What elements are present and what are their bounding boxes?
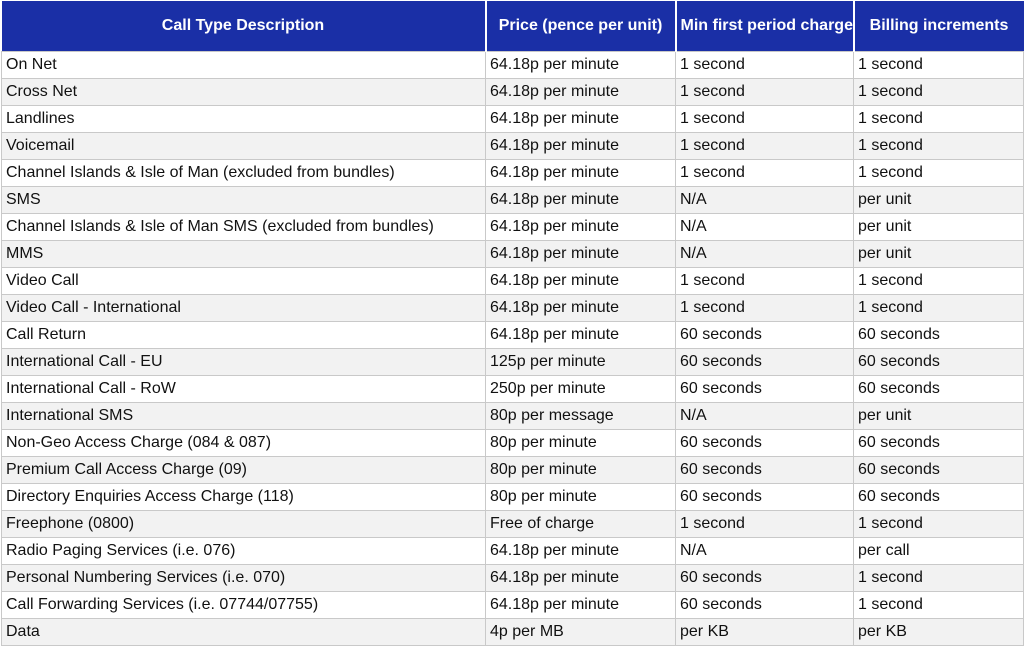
cell-description: Voicemail [2, 133, 486, 160]
cell-description: Call Forwarding Services (i.e. 07744/07755) [2, 592, 486, 619]
cell-min-charge: N/A [676, 214, 854, 241]
cell-increments: per unit [854, 187, 1024, 214]
cell-description: Channel Islands & Isle of Man SMS (excluded from bundles) [2, 214, 486, 241]
table-row [2, 187, 1024, 214]
table-row [2, 79, 1024, 106]
cell-description: Non-Geo Access Charge (084 & 087) [2, 430, 486, 457]
cell-price: 80p per message [486, 403, 676, 430]
table-row [2, 133, 1024, 160]
cell-increments: 60 seconds [854, 349, 1024, 376]
cell-min-charge: per KB [676, 619, 854, 646]
cell-description: Freephone (0800) [2, 511, 486, 538]
cell-increments: 60 seconds [854, 484, 1024, 511]
table-row [2, 376, 1024, 403]
cell-price: 64.18p per minute [486, 268, 676, 295]
cell-min-charge: N/A [676, 403, 854, 430]
table-row [2, 592, 1024, 619]
cell-increments: 1 second [854, 52, 1024, 79]
table-row [2, 295, 1024, 322]
table-row [2, 268, 1024, 295]
cell-increments: 1 second [854, 160, 1024, 187]
cell-min-charge: 1 second [676, 295, 854, 322]
cell-description: Call Return [2, 322, 486, 349]
cell-min-charge: N/A [676, 241, 854, 268]
table-row [2, 619, 1024, 646]
cell-price: 64.18p per minute [486, 241, 676, 268]
cell-price: Free of charge [486, 511, 676, 538]
cell-price: 4p per MB [486, 619, 676, 646]
cell-price: 64.18p per minute [486, 538, 676, 565]
cell-increments: 60 seconds [854, 322, 1024, 349]
cell-description: Landlines [2, 106, 486, 133]
cell-price: 64.18p per minute [486, 160, 676, 187]
table-row [2, 565, 1024, 592]
cell-min-charge: 1 second [676, 79, 854, 106]
call-rates-table [1, 1, 1024, 646]
cell-increments: 1 second [854, 106, 1024, 133]
table-row [2, 106, 1024, 133]
cell-price: 64.18p per minute [486, 322, 676, 349]
cell-increments: 60 seconds [854, 376, 1024, 403]
cell-increments: 1 second [854, 592, 1024, 619]
cell-increments: 1 second [854, 295, 1024, 322]
cell-increments: 1 second [854, 268, 1024, 295]
cell-min-charge: N/A [676, 538, 854, 565]
table-row [2, 403, 1024, 430]
cell-price: 250p per minute [486, 376, 676, 403]
table-row [2, 160, 1024, 187]
cell-min-charge: 1 second [676, 268, 854, 295]
cell-description: SMS [2, 187, 486, 214]
cell-min-charge: N/A [676, 187, 854, 214]
cell-price: 80p per minute [486, 430, 676, 457]
cell-min-charge: 60 seconds [676, 592, 854, 619]
cell-price: 64.18p per minute [486, 106, 676, 133]
cell-increments: 60 seconds [854, 430, 1024, 457]
cell-description: International Call - EU [2, 349, 486, 376]
cell-price: 64.18p per minute [486, 565, 676, 592]
cell-increments: per unit [854, 214, 1024, 241]
table-row [2, 457, 1024, 484]
cell-min-charge: 1 second [676, 511, 854, 538]
cell-description: International Call - RoW [2, 376, 486, 403]
cell-description: Video Call [2, 268, 486, 295]
header-min-charge: Min first period charge [676, 1, 854, 52]
cell-description: Cross Net [2, 79, 486, 106]
cell-min-charge: 1 second [676, 160, 854, 187]
cell-min-charge: 60 seconds [676, 376, 854, 403]
cell-increments: per call [854, 538, 1024, 565]
cell-description: Radio Paging Services (i.e. 076) [2, 538, 486, 565]
table-row [2, 538, 1024, 565]
cell-min-charge: 60 seconds [676, 349, 854, 376]
cell-price: 80p per minute [486, 457, 676, 484]
cell-increments: 1 second [854, 133, 1024, 160]
cell-description: Data [2, 619, 486, 646]
table-row [2, 511, 1024, 538]
cell-price: 64.18p per minute [486, 214, 676, 241]
cell-price: 64.18p per minute [486, 52, 676, 79]
header-price: Price (pence per unit) [486, 1, 676, 52]
cell-increments: per KB [854, 619, 1024, 646]
table-row [2, 322, 1024, 349]
cell-price: 80p per minute [486, 484, 676, 511]
cell-increments: 1 second [854, 565, 1024, 592]
cell-min-charge: 60 seconds [676, 322, 854, 349]
cell-min-charge: 60 seconds [676, 484, 854, 511]
cell-price: 64.18p per minute [486, 79, 676, 106]
cell-increments: 1 second [854, 511, 1024, 538]
cell-increments: 1 second [854, 79, 1024, 106]
table-row [2, 52, 1024, 79]
cell-price: 64.18p per minute [486, 295, 676, 322]
cell-price: 64.18p per minute [486, 133, 676, 160]
cell-min-charge: 1 second [676, 133, 854, 160]
table-body [2, 52, 1024, 646]
table-row [2, 484, 1024, 511]
cell-description: International SMS [2, 403, 486, 430]
table-row [2, 430, 1024, 457]
cell-description: Directory Enquiries Access Charge (118) [2, 484, 486, 511]
cell-description: Personal Numbering Services (i.e. 070) [2, 565, 486, 592]
cell-min-charge: 60 seconds [676, 457, 854, 484]
cell-description: MMS [2, 241, 486, 268]
cell-description: Video Call - International [2, 295, 486, 322]
cell-description: Premium Call Access Charge (09) [2, 457, 486, 484]
header-row [2, 1, 1024, 52]
cell-price: 64.18p per minute [486, 187, 676, 214]
cell-increments: per unit [854, 403, 1024, 430]
cell-min-charge: 60 seconds [676, 565, 854, 592]
cell-price: 64.18p per minute [486, 592, 676, 619]
header-description: Call Type Description [2, 1, 486, 52]
cell-increments: per unit [854, 241, 1024, 268]
cell-min-charge: 60 seconds [676, 430, 854, 457]
header-increments: Billing increments [854, 1, 1024, 52]
table-row [2, 241, 1024, 268]
table-row [2, 349, 1024, 376]
cell-description: Channel Islands & Isle of Man (excluded from bundles) [2, 160, 486, 187]
cell-description: On Net [2, 52, 486, 79]
cell-increments: 60 seconds [854, 457, 1024, 484]
cell-min-charge: 1 second [676, 106, 854, 133]
cell-min-charge: 1 second [676, 52, 854, 79]
cell-price: 125p per minute [486, 349, 676, 376]
table-row [2, 214, 1024, 241]
